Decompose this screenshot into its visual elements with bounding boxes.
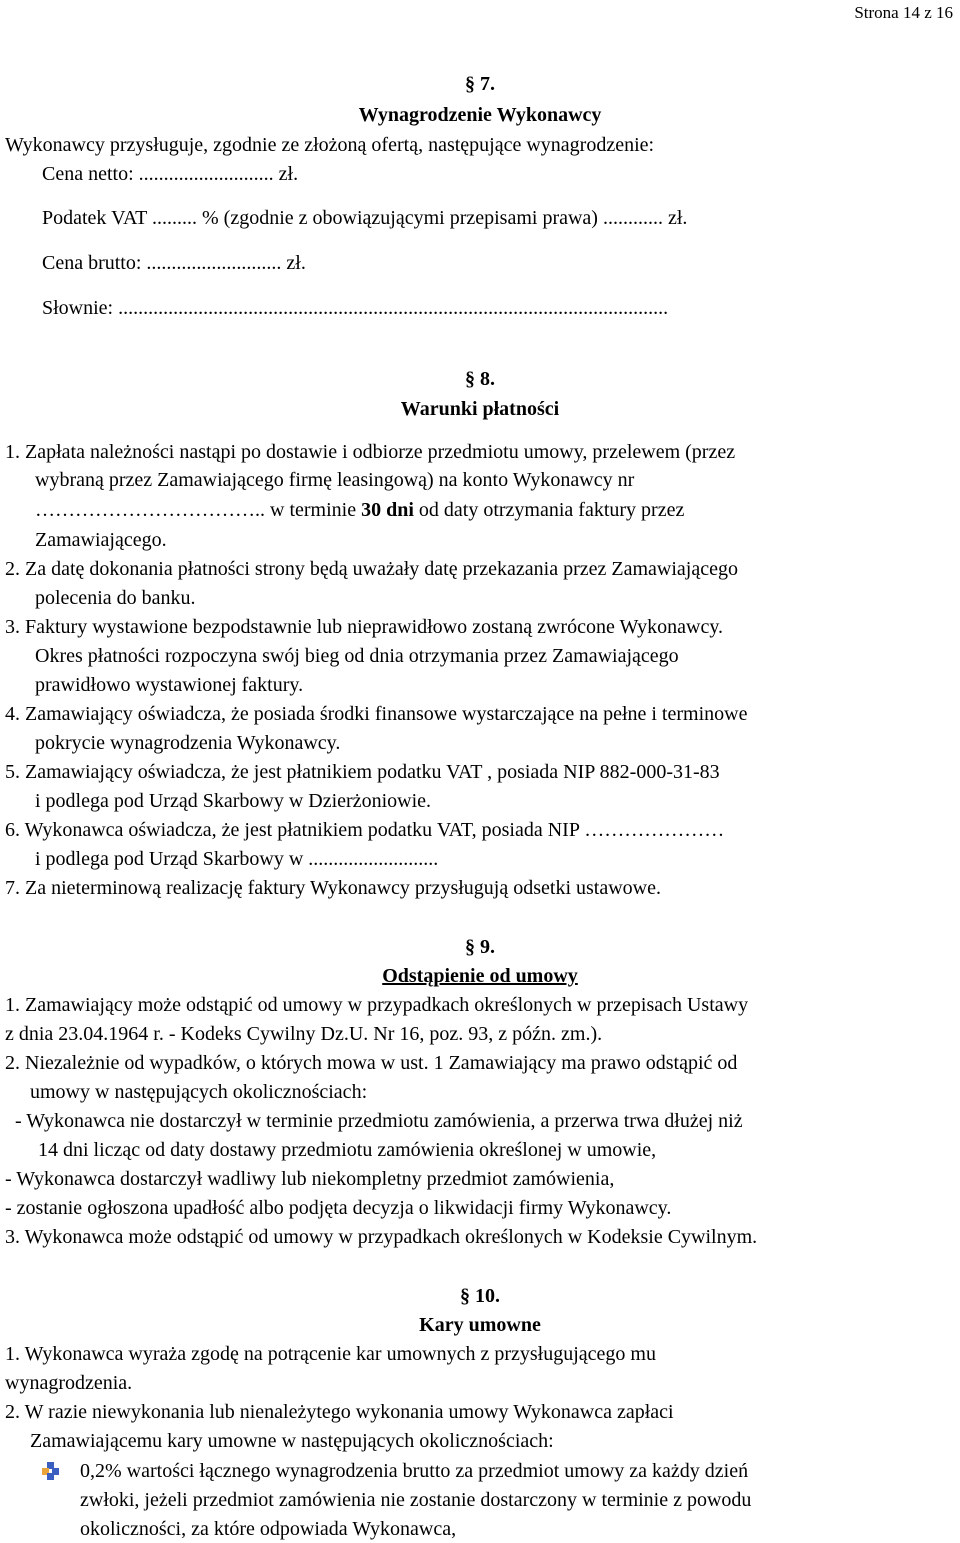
s9-p2-dash1-line1: - Wykonawca nie dostarczył w terminie przedmiotu zamówienia, a przerwa trwa dłużej niż: [15, 1110, 743, 1132]
page-number: Strona 14 z 16: [854, 3, 953, 22]
s10-bullet1-line3: okoliczności, za które odpowiada Wykonawca,: [80, 1518, 457, 1540]
account-dots: ……………………………..: [35, 499, 265, 521]
section-9-title: Odstąpienie od umowy: [382, 965, 578, 987]
s8-p5-line1: 5. Zamawiający oświadcza, że jest płatnikiem podatku VAT , posiada NIP 882-000-31-83: [5, 761, 720, 783]
s10-p1-line2: wynagrodzenia.: [5, 1372, 133, 1394]
section-9-number: § 9.: [465, 936, 495, 958]
s8-p2-line1: 2. Za datę dokonania płatności strony będą uważały datę przekazania przez Zamawiającego: [5, 558, 738, 580]
s8-p4-line1: 4. Zamawiający oświadcza, że posiada środki finansowe wystarczające na pełne i terminowe: [5, 703, 748, 725]
s7-slownie: Słownie: ..............................................................................................................: [42, 297, 669, 319]
s8-p3-line1: 3. Faktury wystawione bezpodstawnie lub nieprawidłowo zostaną zwrócone Wykonawcy.: [5, 616, 724, 638]
section-8-title: Warunki płatności: [400, 398, 560, 420]
s7-intro: Wykonawcy przysługuje, zgodnie ze złożoną ofertą, następujące wynagrodzenie:: [5, 134, 655, 156]
payment-term: 30 dni: [361, 499, 414, 521]
section-8-number: § 8.: [465, 368, 495, 390]
s8-p1-line4: Zamawiającego.: [35, 529, 167, 551]
s8-p4-line2: pokrycie wynagrodzenia Wykonawcy.: [35, 732, 341, 754]
s10-p1-line1: 1. Wykonawca wyraża zgodę na potrącenie kar umownych z przysługującego mu: [5, 1343, 656, 1365]
s8-p1-line3: [35, 498, 684, 522]
s7-netto: Cena netto: ........................... zł.: [42, 163, 299, 185]
s7-vat: Podatek VAT ......... % (zgodnie z obowiązującymi przepisami prawa) ............ zł.: [42, 207, 688, 229]
s8-p3-line3: prawidłowo wystawionej faktury.: [35, 674, 304, 696]
four-square-bullet-icon: [42, 1462, 60, 1480]
s8-p1-line3-b: od daty otrzymania faktury przez: [413, 499, 685, 521]
s9-p2-dash1-line2: 14 dni licząc od daty dostawy przedmiotu zamówienia określonej w umowie,: [38, 1139, 657, 1161]
s8-p1-line3-a: w terminie: [265, 499, 362, 521]
s8-p7-line1: 7. Za nieterminową realizację faktury Wykonawcy przysługują odsetki ustawowe.: [5, 877, 661, 899]
s10-bullet1-line1: 0,2% wartości łącznego wynagrodzenia brutto za przedmiot umowy za każdy dzień: [80, 1460, 749, 1482]
s9-p2-line2: umowy w następujących okolicznościach:: [30, 1081, 368, 1103]
s9-p2-dash3: - zostanie ogłoszona upadłość albo podjęta decyzja o likwidacji firmy Wykonawcy.: [5, 1197, 672, 1219]
s8-p1-line1: 1. Zapłata należności nastąpi po dostawie i odbiorze przedmiotu umowy, przelewem (przez: [5, 441, 736, 463]
s8-p1-line2: wybraną przez Zamawiającego firmę leasingową) na konto Wykonawcy nr: [35, 469, 635, 491]
s9-p1-line1: 1. Zamawiający może odstąpić od umowy w przypadkach określonych w przepisach Ustawy: [5, 994, 749, 1016]
section-7-number: § 7.: [465, 73, 495, 95]
s10-bullet1-line2: zwłoki, jeżeli przedmiot zamówienia nie zostanie dostarczony w terminie z powodu: [80, 1489, 752, 1511]
s8-p5-line2: i podlega pod Urząd Skarbowy w Dzierżoniowie.: [35, 790, 431, 812]
s8-p3-line2: Okres płatności rozpoczyna swój bieg od dnia otrzymania przez Zamawiającego: [35, 645, 679, 667]
s8-p6-line2: i podlega pod Urząd Skarbowy w ..........................: [35, 848, 439, 870]
s9-p1-line2: z dnia 23.04.1964 r. - Kodeks Cywilny Dz.U. Nr 16, poz. 93, z późn. zm.).: [5, 1023, 603, 1045]
section-10-title: Kary umowne: [419, 1314, 541, 1336]
s9-p3: 3. Wykonawca może odstąpić od umowy w przypadkach określonych w Kodeksie Cywilnym.: [5, 1226, 758, 1248]
s7-brutto: Cena brutto: ........................... zł.: [42, 252, 306, 274]
s9-p2-dash2: - Wykonawca dostarczył wadliwy lub niekompletny przedmiot zamówienia,: [5, 1168, 615, 1190]
s10-p2-line1: 2. W razie niewykonania lub nienależytego wykonania umowy Wykonawca zapłaci: [5, 1401, 674, 1423]
s8-p6-line1: 6. Wykonawca oświadcza, że jest płatnikiem podatku VAT, posiada NIP …………………: [5, 819, 725, 841]
s9-p2-line1: 2. Niezależnie od wypadków, o których mowa w ust. 1 Zamawiający ma prawo odstąpić od: [5, 1052, 738, 1074]
section-10-number: § 10.: [460, 1285, 500, 1307]
s8-p2-line2: polecenia do banku.: [35, 587, 196, 609]
section-7-title: Wynagrodzenie Wykonawcy: [358, 104, 602, 126]
s10-p2-line2: Zamawiającemu kary umowne w następujących okolicznościach:: [30, 1430, 554, 1452]
